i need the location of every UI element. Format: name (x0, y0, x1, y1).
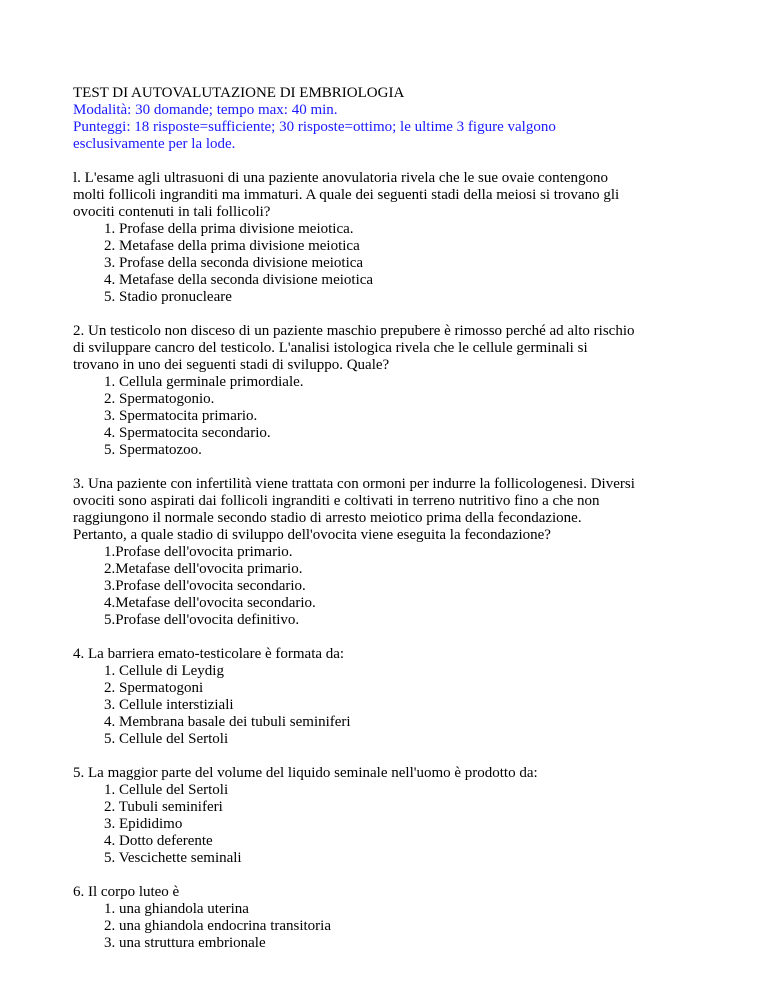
question-text-line: 3. Una paziente con infertilità viene trattata con ormoni per indurre la follicologenesi. Diversi (73, 476, 635, 492)
document-title: TEST DI AUTOVALUTAZIONE DI EMBRIOLOGIA (73, 85, 405, 101)
punteggi-line-1: Punteggi: 18 risposte=sufficiente; 30 risposte=ottimo; le ultime 3 figure valgono (73, 119, 556, 135)
answer-option: 1. Cellule di Leydig (104, 663, 224, 679)
question-text-line: Pertanto, a quale stadio di sviluppo dell'ovocita viene eseguita la fecondazione? (73, 527, 551, 543)
answer-options (73, 544, 713, 629)
question-text-line: ovociti sono aspirati dai follicoli ingranditi e coltivati in terreno nutritivo fino a che non (73, 493, 600, 509)
question-text-line: 2. Un testicolo non disceso di un paziente maschio prepubere è rimosso perché ad alto rischio (73, 323, 635, 339)
question-text-line: molti follicoli ingranditi ma immaturi. A quale dei seguenti stadi della meiosi si trovano gli (73, 187, 620, 203)
answer-option: 2. Metafase della prima divisione meiotica (104, 238, 360, 254)
answer-option: 2. Spermatogoni (104, 680, 204, 696)
answer-option: 1. una ghiandola uterina (104, 901, 249, 917)
answer-option: 3. Epididimo (104, 816, 183, 832)
question-1 (73, 170, 713, 306)
answer-option: 3.Profase dell'ovocita secondario. (104, 578, 306, 594)
answer-option: 5. Vescichette seminali (104, 850, 242, 866)
answer-option: 2.Metafase dell'ovocita primario. (104, 561, 303, 577)
question-text-line: l. L'esame agli ultrasuoni di una paziente anovulatoria rivela che le sue ovaie contengono (73, 170, 609, 186)
question-text-line: trovano in uno dei seguenti stadi di sviluppo. Quale? (73, 357, 390, 373)
question-6 (73, 884, 713, 952)
answer-options (73, 663, 713, 748)
answer-option: 3. Cellule interstiziali (104, 697, 234, 713)
question-text-line: 6. Il corpo luteo è (73, 884, 180, 900)
answer-option: 3. Spermatocita primario. (104, 408, 258, 424)
answer-option: 5.Profase dell'ovocita definitivo. (104, 612, 300, 628)
question-4 (73, 646, 713, 748)
document-page (73, 85, 713, 952)
question-text-line: raggiungono il normale secondo stadio di arresto meiotico prima della fecondazione. (73, 510, 582, 526)
answer-option: 4.Metafase dell'ovocita secondario. (104, 595, 316, 611)
answer-option: 5. Cellule del Sertoli (104, 731, 229, 747)
answer-option: 1.Profase dell'ovocita primario. (104, 544, 293, 560)
answer-option: 4. Spermatocita secondario. (104, 425, 271, 441)
answer-options (73, 374, 713, 459)
answer-option: 4. Membrana basale dei tubuli seminiferi (104, 714, 351, 730)
answer-options (73, 901, 713, 952)
answer-option: 2. Spermatogonio. (104, 391, 215, 407)
answer-option: 5. Stadio pronucleare (104, 289, 232, 305)
question-list (73, 170, 713, 952)
answer-option: 1. Profase della prima divisione meiotica. (104, 221, 354, 237)
answer-option: 5. Spermatozoo. (104, 442, 202, 458)
punteggi-line-2: esclusivamente per la lode. (73, 136, 236, 152)
question-5 (73, 765, 713, 867)
question-2 (73, 323, 713, 459)
question-3 (73, 476, 713, 629)
answer-options (73, 221, 713, 306)
question-text-line: di sviluppare cancro del testicolo. L'analisi istologica rivela che le cellule germinali si (73, 340, 588, 356)
question-text-line: 4. La barriera emato-testicolare è formata da: (73, 646, 345, 662)
answer-option: 2. Tubuli seminiferi (104, 799, 223, 815)
modalita-line: Modalità: 30 domande; tempo max: 40 min. (73, 102, 338, 118)
question-text-line: ovociti contenuti in tali follicoli? (73, 204, 271, 220)
answer-option: 1. Cellule del Sertoli (104, 782, 229, 798)
document-header (73, 85, 713, 153)
answer-option: 4. Dotto deferente (104, 833, 213, 849)
answer-option: 3. una struttura embrionale (104, 935, 266, 951)
answer-option: 4. Metafase della seconda divisione meiotica (104, 272, 374, 288)
answer-option: 3. Profase della seconda divisione meiotica (104, 255, 364, 271)
question-text-line: 5. La maggior parte del volume del liquido seminale nell'uomo è prodotto da: (73, 765, 538, 781)
answer-option: 1. Cellula germinale primordiale. (104, 374, 304, 390)
answer-option: 2. una ghiandola endocrina transitoria (104, 918, 332, 934)
answer-options (73, 782, 713, 867)
